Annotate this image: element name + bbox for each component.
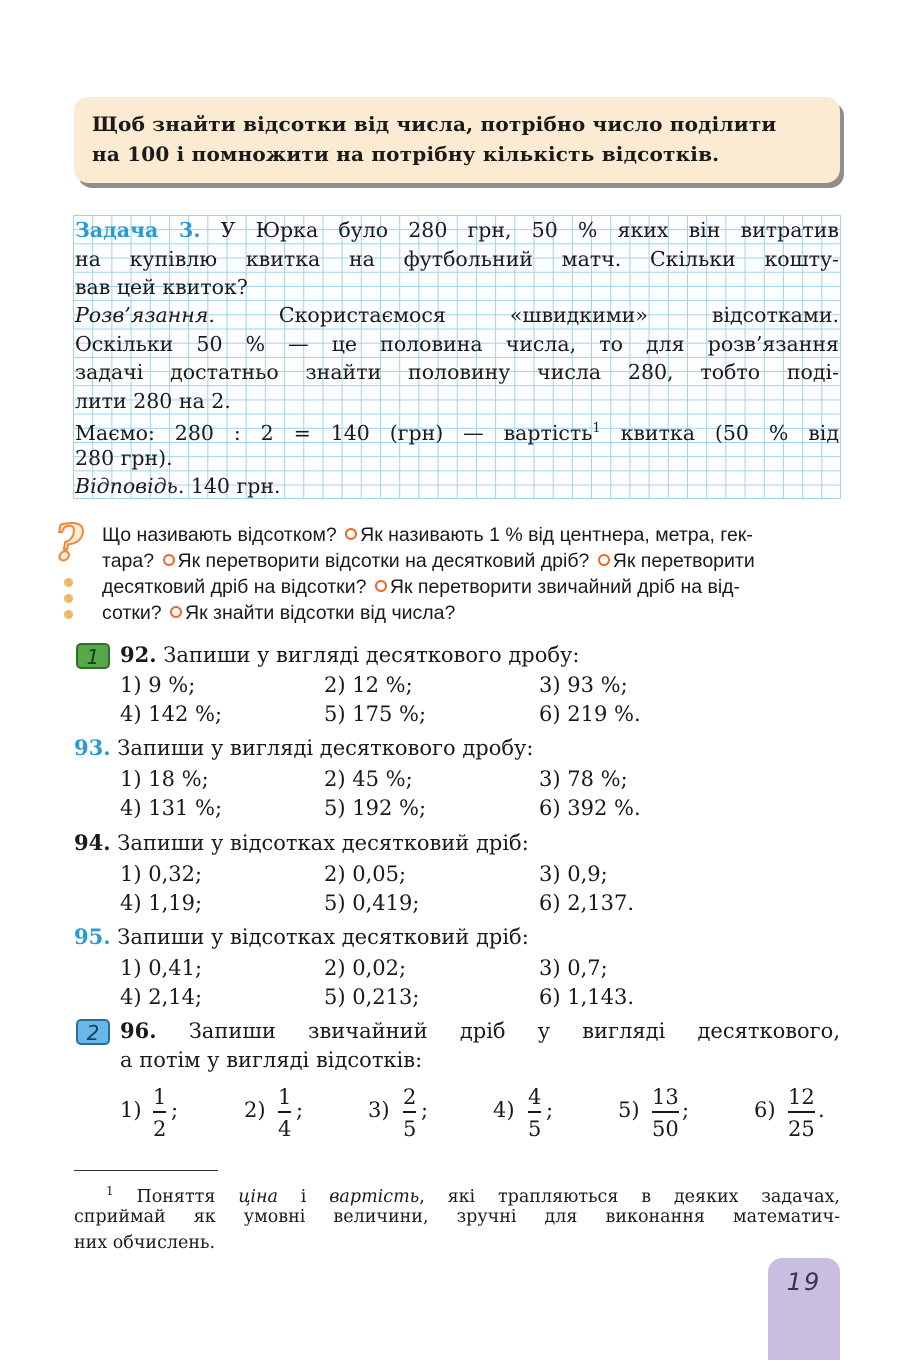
dot-icon [64, 594, 73, 603]
bullet-icon [598, 554, 610, 566]
exercise-item: 6) 392 %. [539, 796, 641, 820]
exercise-item: 5) 175 %; [324, 702, 427, 726]
page-number-tab [768, 1258, 840, 1360]
exercise-item: 4) 142 %; [120, 702, 223, 726]
fraction: 1 4 [278, 1085, 292, 1141]
footnote-divider [74, 1170, 218, 1171]
level-1-badge: 1 [76, 643, 110, 669]
bullet-icon [163, 554, 175, 566]
fraction: 13 50 [652, 1085, 679, 1141]
exercise-item: 2) 12 %; [324, 673, 413, 697]
exercise-item: 1) 0,32; [120, 862, 203, 886]
rule-box [74, 97, 840, 183]
level-2-badge: 2 [76, 1019, 110, 1045]
exercise-96-line-2: а потім у вигляді відсотків: [120, 1048, 423, 1072]
exercise-item: 6) 1,143. [539, 985, 635, 1009]
task-line-10: Відповідь. 140 грн. [75, 474, 281, 498]
question-line-4: сотки? Як знайти відсотки від числа? [102, 602, 456, 624]
exercise-94-heading: 94. Запиши у відсотках десятковий дріб: [74, 830, 529, 855]
bullet-icon [375, 580, 387, 592]
footnote-line-1: $^1$ Поняття ціна і вартість, які трапляються в деяких задачах, [106, 1184, 840, 1207]
exercise-item: 5) 0,213; [324, 985, 420, 1009]
rule-line-2: на 100 і помножити на потрібну кількість відсотків. [92, 142, 720, 166]
exercise-item: 3) 93 %; [539, 673, 628, 697]
exercise-item: 1) 18 %; [120, 767, 209, 791]
task-line-2: на купівлю квитка на футбольний матч. Скільки кошту- [75, 247, 839, 271]
exercise-item: 1) 0,41; [120, 956, 203, 980]
exercise-93-heading: 93. Запиши у вигляді десяткового дробу: [74, 735, 534, 760]
exercise-96-heading: 96. Запиши звичайний дріб у вигляді десяткового, [120, 1018, 840, 1043]
exercise-item: 4) 1,19; [120, 891, 203, 915]
exercise-92-heading: 92. Запиши у вигляді десяткового дробу: [120, 642, 580, 667]
exercise-item: 3) 78 %; [539, 767, 628, 791]
fraction: 12 25 [788, 1085, 815, 1141]
fraction: 2 5 [403, 1085, 417, 1141]
exercise-item: 5) 192 %; [324, 796, 427, 820]
fraction: 1 2 [153, 1085, 167, 1141]
dot-icon [64, 610, 73, 619]
exercise-item: 2) 0,02; [324, 956, 407, 980]
exercise-item: 4) 131 %; [120, 796, 223, 820]
exercise-item: 1) 9 %; [120, 673, 196, 697]
question-line-1: Що називають відсотком? Як називають 1 % від центнера, метра, гек- [102, 524, 753, 546]
exercise-item: 3) 0,9; [539, 862, 608, 886]
task-line-4: Розв’язання. Скористаємося «швидкими» відсотками. [75, 303, 839, 327]
exercise-item: 2) 0,05; [324, 862, 407, 886]
exercise-95-heading: 95. Запиши у відсотках десятковий дріб: [74, 924, 529, 949]
task-label: Задача 3. [75, 218, 201, 242]
question-line-2: тара? Як перетворити відсотки на десятковий дріб? Як перетворити [102, 550, 755, 572]
rule-line-1: Щоб знайти відсотки від числа, потрібно число поділити [92, 112, 777, 136]
exercise-item: 6) 219 %. [539, 702, 641, 726]
question-mark-icon: ? [54, 513, 84, 572]
footnote-line-3: них обчислень. [74, 1233, 216, 1253]
footnote-line-2: сприймай як умовні величини, зручні для виконання математич- [74, 1207, 840, 1227]
exercise-item: 2) 45 %; [324, 767, 413, 791]
question-line-3: десятковий дріб на відсотки? Як перетворити звичайний дріб на від- [102, 576, 741, 598]
bullet-icon [170, 606, 182, 618]
answer-label: Відповідь [75, 474, 178, 498]
task-line-8: Маємо: 280 : 2 = 140 (грн) — вартість$^1$ квитка (50 % від [75, 420, 839, 445]
dot-icon [64, 578, 73, 587]
exercise-item: 5) 0,419; [324, 891, 420, 915]
fraction: 4 5 [528, 1085, 542, 1141]
exercise-item: 4) 2,14; [120, 985, 203, 1009]
exercise-item: 6) 2,137. [539, 891, 635, 915]
footnote-ref: 1 [592, 421, 601, 436]
exercise-item: 3) 0,7; [539, 956, 608, 980]
bullet-icon [345, 528, 357, 540]
task-line-9: 280 грн). [75, 446, 173, 470]
page-number: 19 [786, 1268, 822, 1296]
solution-label: Розв’язання. [75, 303, 215, 327]
task-line-5: Оскільки 50 % — це половина числа, то для розв’язання [75, 332, 839, 356]
task-line-6: задачі достатньо знайти половину числа 280, тобто поді- [75, 360, 839, 384]
task-line-7: лити 280 на 2. [75, 389, 231, 413]
task-line-3: вав цей квиток? [75, 275, 248, 299]
task-line-1: Задача 3. У Юрка було 280 грн, 50 % яких він витратив [75, 218, 839, 242]
